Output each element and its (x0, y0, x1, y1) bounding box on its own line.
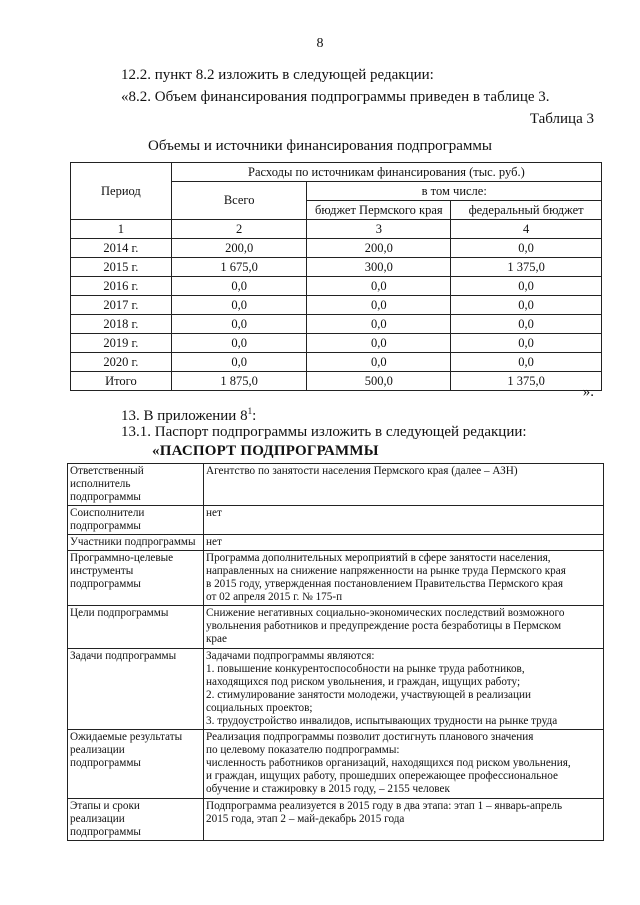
perm-budget-cell: 0,0 (307, 277, 451, 296)
federal-budget-cell: 0,0 (451, 239, 602, 258)
total-cell: 0,0 (171, 334, 307, 353)
header-federal-budget: федеральный бюджет (451, 201, 602, 220)
period-cell: Итого (71, 372, 172, 391)
value-line: направленных на снижение напряженности на рынке труда Пермского края (206, 565, 566, 577)
total-cell: 1 675,0 (171, 258, 307, 277)
label-line: исполнитель (70, 478, 131, 490)
financing-table (70, 162, 602, 391)
federal-budget-cell: 0,0 (451, 334, 602, 353)
perm-budget-cell: 0,0 (307, 334, 451, 353)
period-cell: 2015 г. (71, 258, 172, 277)
item-8-2: «8.2. Объем финансирования подпрограммы приведен в таблице 3. (121, 89, 550, 105)
label-line: Ожидаемые результаты (70, 731, 183, 743)
label-line: Ответственный (70, 465, 144, 477)
table-row (71, 315, 602, 334)
col-number: 1 (71, 220, 172, 239)
passport-row (68, 649, 604, 730)
value-line: увольнения работников и предупреждение роста безработицы в Пермском (206, 620, 562, 632)
label-line: Этапы и сроки (70, 800, 140, 812)
item-13 (121, 402, 256, 425)
label-line: Участники подпрограммы (70, 536, 196, 548)
period-cell: 2014 г. (71, 239, 172, 258)
column-numbers-row (71, 220, 602, 239)
passport-label (68, 606, 204, 649)
value-line: Агентство по занятости населения Пермского края (далее – АЗН) (206, 465, 518, 477)
col-number: 3 (307, 220, 451, 239)
table-total-row (71, 372, 602, 391)
passport-label (68, 464, 204, 506)
total-cell: 0,0 (171, 296, 307, 315)
label-line: подпрограммы (70, 578, 141, 590)
passport-row (68, 799, 604, 841)
value-line: от 02 апреля 2015 г. № 175-п (206, 591, 343, 603)
value-line: 2. стимулирование занятости молодежи, участвующей в реализации (206, 689, 531, 701)
value-line: по целевому показателю подпрограммы: (206, 744, 400, 756)
header-total: Всего (171, 182, 307, 220)
value-line: нет (206, 536, 222, 548)
label-line: подпрограммы (70, 520, 141, 532)
table-row (71, 353, 602, 372)
value-line: 1. повышение конкурентоспособности на рынке труда работников, (206, 663, 525, 675)
passport-value (204, 649, 604, 730)
period-cell: 2019 г. (71, 334, 172, 353)
value-line: Снижение негативных социально-экономических последствий возможного (206, 607, 565, 619)
value-line: обучение и стажировку в 2015 году, – 2155 человек (206, 783, 450, 795)
table-row (71, 334, 602, 353)
closing-quote: ». (582, 384, 594, 400)
table-row (71, 296, 602, 315)
total-cell: 200,0 (171, 239, 307, 258)
period-cell: 2020 г. (71, 353, 172, 372)
table-row (71, 239, 602, 258)
value-line: социальных проектов; (206, 702, 313, 714)
col-number: 2 (171, 220, 307, 239)
total-cell: 0,0 (171, 315, 307, 334)
passport-row (68, 730, 604, 799)
label-line: подпрограммы (70, 757, 141, 769)
passport-row (68, 506, 604, 535)
passport-label (68, 799, 204, 841)
passport-label (68, 730, 204, 799)
label-line: Программно-целевые (70, 552, 174, 564)
passport-row (68, 464, 604, 506)
federal-budget-cell: 1 375,0 (451, 372, 602, 391)
label-line: подпрограммы (70, 491, 141, 503)
passport-label (68, 551, 204, 606)
federal-budget-cell: 0,0 (451, 277, 602, 296)
value-line: Задачами подпрограммы являются: (206, 650, 375, 662)
label-line: инструменты (70, 565, 134, 577)
federal-budget-cell: 0,0 (451, 296, 602, 315)
table-label: Таблица 3 (529, 111, 594, 127)
value-line: численность работников организаций, находящихся под риском увольнения, (206, 757, 571, 769)
page-number: 8 (316, 36, 324, 51)
passport-value (204, 606, 604, 649)
table-row (71, 258, 602, 277)
value-line: Подпрограмма реализуется в 2015 году в два этапа: этап 1 – январь-апрель (206, 800, 563, 812)
item-13-colon: : (252, 408, 257, 424)
perm-budget-cell: 0,0 (307, 315, 451, 334)
perm-budget-cell: 0,0 (307, 353, 451, 372)
table-row (71, 277, 602, 296)
value-line: нет (206, 507, 222, 519)
label-line: реализации (70, 813, 125, 825)
header-perm-budget: бюджет Пермского края (307, 201, 451, 220)
col-number: 4 (451, 220, 602, 239)
passport-value (204, 551, 604, 606)
passport-value (204, 730, 604, 799)
value-line: и граждан, ищущих работу, прошедших опережающее профессиональное (206, 770, 558, 782)
passport-row (68, 606, 604, 649)
header-expenses: Расходы по источникам финансирования (тыс. руб.) (171, 163, 601, 182)
period-cell: 2016 г. (71, 277, 172, 296)
total-cell: 0,0 (171, 277, 307, 296)
item-13-1: 13.1. Паспорт подпрограммы изложить в следующей редакции: (121, 424, 527, 440)
passport-row (68, 535, 604, 551)
label-line: Соисполнители (70, 507, 145, 519)
federal-budget-cell: 0,0 (451, 353, 602, 372)
passport-table (67, 463, 604, 841)
passport-row (68, 551, 604, 606)
header-including: в том числе: (307, 182, 602, 201)
label-line: Задачи подпрограммы (70, 650, 177, 662)
item-13-text: 13. В приложении 8 (121, 408, 248, 424)
value-line: 3. трудоустройство инвалидов, испытывающих трудности на рынке труда (206, 715, 558, 727)
label-line: Цели подпрограммы (70, 607, 169, 619)
total-cell: 1 875,0 (171, 372, 307, 391)
passport-title: «ПАСПОРТ ПОДПРОГРАММЫ (152, 443, 379, 459)
perm-budget-cell: 0,0 (307, 296, 451, 315)
label-line: подпрограммы (70, 826, 141, 838)
period-cell: 2017 г. (71, 296, 172, 315)
item-12-2: 12.2. пункт 8.2 изложить в следующей редакции: (121, 67, 434, 83)
period-cell: 2018 г. (71, 315, 172, 334)
header-period: Период (71, 163, 172, 220)
passport-value (204, 506, 604, 535)
perm-budget-cell: 200,0 (307, 239, 451, 258)
value-line: крае (206, 633, 227, 645)
passport-value (204, 535, 604, 551)
label-line: реализации (70, 744, 125, 756)
federal-budget-cell: 0,0 (451, 315, 602, 334)
perm-budget-cell: 300,0 (307, 258, 451, 277)
value-line: в 2015 году, утвержденная постановлением Правительства Пермского края (206, 578, 564, 590)
value-line: Программа дополнительных мероприятий в сфере занятости населения, (206, 552, 551, 564)
value-line: Реализация подпрограммы позволит достигнуть планового значения (206, 731, 534, 743)
passport-value (204, 464, 604, 506)
value-line: находящихся под риском увольнения, и граждан, ищущих работу; (206, 676, 521, 688)
passport-label (68, 506, 204, 535)
table-caption: Объемы и источники финансирования подпрограммы (148, 138, 492, 154)
total-cell: 0,0 (171, 353, 307, 372)
passport-label (68, 649, 204, 730)
passport-value (204, 799, 604, 841)
value-line: 2015 года, этап 2 – май-декабрь 2015 года (206, 813, 405, 825)
passport-label (68, 535, 204, 551)
item-13-superscript: 1 (247, 406, 253, 416)
perm-budget-cell: 500,0 (307, 372, 451, 391)
federal-budget-cell: 1 375,0 (451, 258, 602, 277)
